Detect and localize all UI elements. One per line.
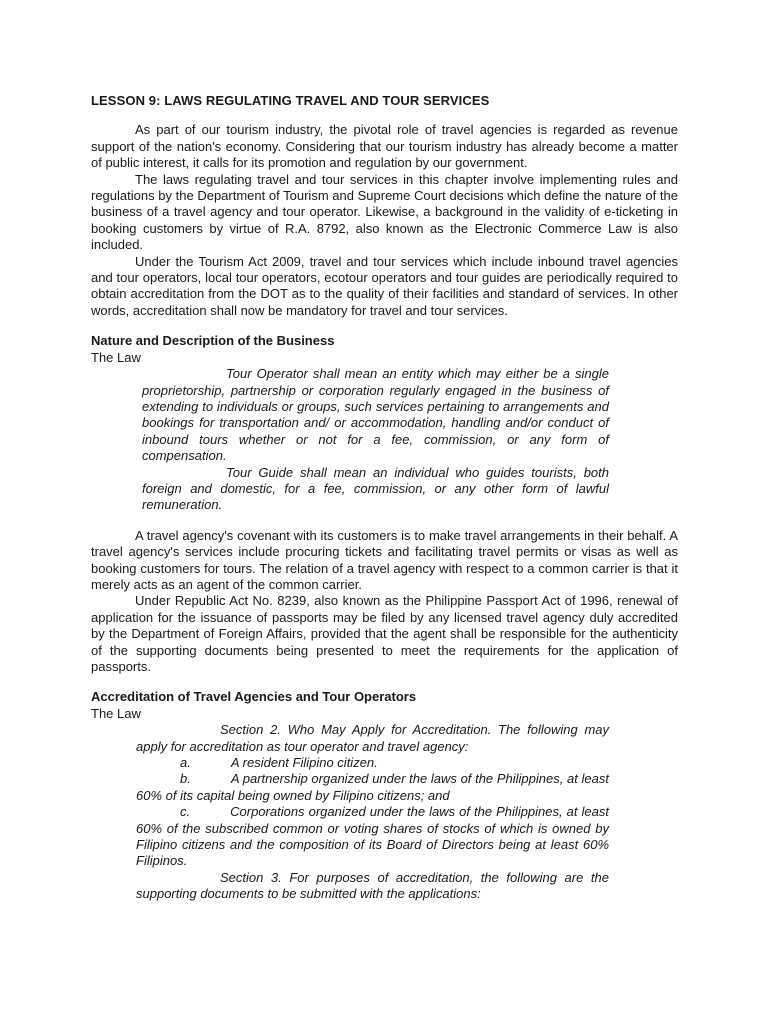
quote-tour-guide: Tour Guide shall mean an individual who guides tourists, both foreign and domestic, for a fee, commission, or any other form of lawful remuneration. (142, 464, 609, 513)
document-body (91, 93, 678, 903)
list-item-label: b. (180, 771, 191, 787)
quote-section-2: Section 2. Who May Apply for Accreditation. The following may apply for accreditation as tour operator and travel agency: (136, 722, 609, 754)
list-item (136, 755, 609, 771)
list-item-text: A partnership organized under the laws of the Philippines, at least 60% of its capital being owned by Filipino citizens; and (136, 771, 609, 803)
intro-paragraph-3: Under the Tourism Act 2009, travel and tour services which include inbound travel agencies and tour operators, local tour operators, ecotour operators and tour guides are periodically required to obtain accreditation from the DOT as to the quality of their facilities and standard of services. In other words, accreditation shall now be mandatory for travel and tour services. (91, 253, 678, 318)
section-sublabel-the-law: The Law (91, 349, 141, 365)
nature-paragraph-2: Under Republic Act No. 8239, also known as the Philippine Passport Act of 1996, renewal of application for the issuance of passports may be filed by any licensed travel agency duly accredited by the Department of Foreign Affairs, provided that the agent shall be responsible for the authenticity of the supporting documents being presented to meet the requirements for the application of passports. (91, 593, 678, 674)
lesson-title: LESSON 9: LAWS REGULATING TRAVEL AND TOUR SERVICES (91, 93, 490, 108)
intro-paragraph-2: The laws regulating travel and tour services in this chapter involve implementing rules and regulations by the Department of Tourism and Supreme Court decisions which define the nature of the business of a travel agency and tour operator. Likewise, a background in the validity of e-ticketing in booking customers by virtue of R.A. 8792, also known as the Electronic Commerce Law is also included. (91, 171, 678, 253)
eligibility-list (136, 755, 609, 870)
quote-tour-operator: Tour Operator shall mean an entity which may either be a single proprietorship, partnership or corporation regularly engaged in the business of extending to individuals or groups, such services pertaining to arrangements and bookings for transportation and/ or accommodation, handling and/or conduct of inbound tours whether or not for a fee, commission, or any form of compensation. (142, 366, 609, 464)
section-sublabel-the-law-2: The Law (91, 705, 141, 721)
list-item-text: Corporations organized under the laws of the Philippines, at least 60% of the subscribed common or voting shares of stocks of which is owned by Filipino citizens and the composition of its Board of Directors being at least 60% Filipinos. (136, 804, 609, 869)
list-item-text: A resident Filipino citizen. (230, 755, 378, 771)
quote-section-3: Section 3. For purposes of accreditation, the following are the supporting documents to be submitted with the applications: (136, 869, 609, 902)
section-heading-accreditation: Accreditation of Travel Agencies and Tour Operators (91, 689, 417, 705)
list-item (136, 804, 609, 870)
nature-paragraph-1: A travel agency's covenant with its customers is to make travel arrangements in their behalf. A travel agency's services include procuring tickets and facilitating travel permits or visas as well as booking customers for tours. The relation of a travel agency with respect to a common carrier is that it merely acts as an agent of the common carrier. (91, 527, 678, 592)
list-item-label: a. (180, 755, 191, 771)
section-heading-nature: Nature and Description of the Business (91, 333, 335, 349)
list-item (136, 771, 609, 804)
intro-paragraph-1: As part of our tourism industry, the pivotal role of travel agencies is regarded as revenue support of the nation's economy. Considering that our tourism industry has already become a matter of public interest, it calls for its promotion and regulation by our government. (91, 122, 678, 171)
list-item-label: c. (180, 804, 191, 820)
